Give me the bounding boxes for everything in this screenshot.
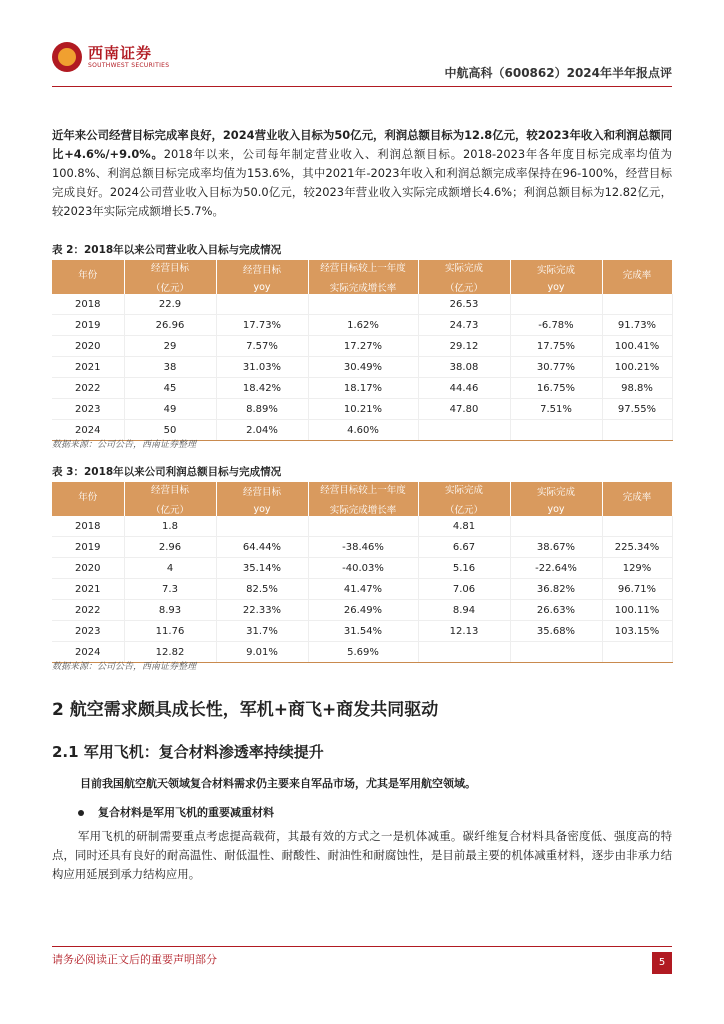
table-header-cell xyxy=(308,482,418,516)
table-cell xyxy=(510,642,602,663)
table-cell xyxy=(602,420,672,441)
table-cell: 47.80 xyxy=(418,399,510,420)
page-header xyxy=(52,36,672,86)
table-cell xyxy=(216,294,308,315)
table2 xyxy=(52,260,673,441)
table-cell: -6.78% xyxy=(510,315,602,336)
table-cell: 26.96 xyxy=(124,315,216,336)
table-cell: 30.49% xyxy=(308,357,418,378)
table-cell: 24.73 xyxy=(418,315,510,336)
table-cell: 4.81 xyxy=(418,516,510,537)
body-paragraph: 军用飞机的研制需要重点考虑提高载荷，其最有效的方式之一是机体减重。碳纤维复合材料具备密度低、强度高的特点，同时还具有良好的耐高温性、耐低温性、耐酸性、耐油性和耐腐蚀性，是目前最主要的机体减重材料，逐步由非承力结构应用延展到承力结构应用。 xyxy=(52,829,672,881)
footer-divider xyxy=(52,946,672,947)
header-line-1: 实际完成 xyxy=(444,485,483,496)
table-row xyxy=(52,600,672,621)
table-cell: 5.69% xyxy=(308,642,418,663)
table-cell: 2020 xyxy=(52,336,124,357)
table-cell: 7.51% xyxy=(510,399,602,420)
header-line-2: yoy xyxy=(253,281,271,293)
table-row xyxy=(52,516,672,537)
table-cell: 97.55% xyxy=(602,399,672,420)
table-cell: 18.42% xyxy=(216,378,308,399)
table-cell xyxy=(510,516,602,537)
header-line-2: yoy xyxy=(547,281,565,293)
header-line-2: （亿元） xyxy=(150,505,189,516)
header-line-2: （亿元） xyxy=(444,505,483,516)
report-title: 中航高科（600862）2024年半年报点评 xyxy=(444,66,672,80)
header-line-2: （亿元） xyxy=(444,283,483,294)
table-cell: 4 xyxy=(124,558,216,579)
table-cell xyxy=(510,294,602,315)
section-2-heading: 2 航空需求颇具成长性，军机+商飞+商发共同驱动 xyxy=(52,700,439,720)
table-cell: 12.13 xyxy=(418,621,510,642)
table-cell: 2018 xyxy=(52,516,124,537)
bullet-dot-icon xyxy=(78,810,84,816)
table-cell: 2024 xyxy=(52,642,124,663)
table-cell: 29.12 xyxy=(418,336,510,357)
table-header-cell xyxy=(124,482,216,516)
table-cell xyxy=(308,294,418,315)
table-cell: 2.96 xyxy=(124,537,216,558)
table-header-cell xyxy=(308,260,418,294)
table-cell: 2019 xyxy=(52,315,124,336)
table-cell: 12.82 xyxy=(124,642,216,663)
header-line-1: 经营目标 xyxy=(150,485,189,496)
intro-bold-text: 近年来公司经营目标完成率良好，2024营业收入目标为50亿元，利润总额目标为12.8亿元，较2023年收入和利润总额同比+4.6%/+9.0%。 xyxy=(52,128,672,161)
table-cell: 2020 xyxy=(52,558,124,579)
table-cell: 41.47% xyxy=(308,579,418,600)
header-divider xyxy=(52,86,672,87)
page-number: 5 xyxy=(652,952,672,974)
table-cell: 38 xyxy=(124,357,216,378)
table-cell: 22.9 xyxy=(124,294,216,315)
logo-subtext: SOUTHWEST SECURITIES xyxy=(88,62,170,69)
table-row xyxy=(52,558,672,579)
table-cell: 26.63% xyxy=(510,600,602,621)
table-cell: 64.44% xyxy=(216,537,308,558)
table-cell: 38.67% xyxy=(510,537,602,558)
section-lead-text: 目前我国航空航天领域复合材料需求仍主要来自军品市场，尤其是军用航空领域。 xyxy=(80,777,476,790)
table-cell: 16.75% xyxy=(510,378,602,399)
table-cell: 6.67 xyxy=(418,537,510,558)
table-header-cell xyxy=(602,482,672,516)
table-cell: 17.75% xyxy=(510,336,602,357)
header-line-1: 完成率 xyxy=(622,270,652,281)
table-cell: 45 xyxy=(124,378,216,399)
table-cell: 18.17% xyxy=(308,378,418,399)
table-cell: 38.08 xyxy=(418,357,510,378)
table-header-cell xyxy=(602,260,672,294)
table-row xyxy=(52,399,672,420)
table-cell xyxy=(308,516,418,537)
table-header-cell xyxy=(52,260,124,294)
table-cell xyxy=(418,642,510,663)
table-cell: 1.62% xyxy=(308,315,418,336)
table-cell: 100.41% xyxy=(602,336,672,357)
logo-icon xyxy=(52,42,82,72)
table-row xyxy=(52,315,672,336)
table-cell: 26.49% xyxy=(308,600,418,621)
table-cell: 2019 xyxy=(52,537,124,558)
table-cell: 31.03% xyxy=(216,357,308,378)
bullet-text: 复合材料是军用飞机的重要减重材料 xyxy=(98,806,274,819)
table-row xyxy=(52,537,672,558)
table-cell: 8.94 xyxy=(418,600,510,621)
table-cell: 8.93 xyxy=(124,600,216,621)
intro-paragraph xyxy=(52,126,672,221)
table-row xyxy=(52,378,672,399)
table-header-cell xyxy=(124,260,216,294)
table-row xyxy=(52,357,672,378)
logo-text: 西南证券 xyxy=(88,44,153,62)
table-cell: 2023 xyxy=(52,399,124,420)
table-cell: 2022 xyxy=(52,600,124,621)
header-line-2: 实际完成增长率 xyxy=(329,283,397,294)
header-line-1: 年份 xyxy=(78,492,98,503)
table-cell: 35.68% xyxy=(510,621,602,642)
header-line-1: 实际完成 xyxy=(536,486,575,498)
table-cell: 30.77% xyxy=(510,357,602,378)
table-cell: 7.57% xyxy=(216,336,308,357)
table-cell: 100.11% xyxy=(602,600,672,621)
header-line-1: 经营目标较上一年度 xyxy=(320,263,406,274)
table-cell: 129% xyxy=(602,558,672,579)
header-line-2: yoy xyxy=(547,503,565,515)
table-cell: 29 xyxy=(124,336,216,357)
table-cell: -22.64% xyxy=(510,558,602,579)
table-cell: 2023 xyxy=(52,621,124,642)
table-cell: 2021 xyxy=(52,357,124,378)
company-logo xyxy=(52,40,192,80)
header-line-1: 完成率 xyxy=(622,492,652,503)
header-line-1: 经营目标 xyxy=(150,263,189,274)
table-cell: 2024 xyxy=(52,420,124,441)
table-cell: 7.3 xyxy=(124,579,216,600)
table-cell xyxy=(602,642,672,663)
table2-caption: 表 2：2018年以来公司营业收入目标与完成情况 xyxy=(52,244,282,256)
table-cell: 44.46 xyxy=(418,378,510,399)
table-cell: 35.14% xyxy=(216,558,308,579)
section-2-1-heading: 2.1 军用飞机：复合材料渗透率持续提升 xyxy=(52,743,324,761)
header-line-2: （亿元） xyxy=(150,283,189,294)
table-header-cell xyxy=(216,260,308,294)
table-cell: 31.54% xyxy=(308,621,418,642)
table-header-cell xyxy=(510,260,602,294)
header-line-1: 年份 xyxy=(78,270,98,281)
table-cell: 2021 xyxy=(52,579,124,600)
table-row xyxy=(52,336,672,357)
table-cell: 103.15% xyxy=(602,621,672,642)
header-line-1: 实际完成 xyxy=(444,263,483,274)
table-row xyxy=(52,621,672,642)
table-header-cell xyxy=(510,482,602,516)
table-cell: 31.7% xyxy=(216,621,308,642)
table-cell: 17.73% xyxy=(216,315,308,336)
table3 xyxy=(52,482,673,663)
table-cell: 9.01% xyxy=(216,642,308,663)
bullet-item xyxy=(78,804,274,820)
table3-source: 数据来源：公司公告，西南证券整理 xyxy=(52,662,197,672)
table-cell: 17.27% xyxy=(308,336,418,357)
table-cell: -40.03% xyxy=(308,558,418,579)
table-cell: 82.5% xyxy=(216,579,308,600)
table-cell: 11.76 xyxy=(124,621,216,642)
table-cell: 98.8% xyxy=(602,378,672,399)
table3-caption: 表 3：2018年以来公司利润总额目标与完成情况 xyxy=(52,466,282,478)
table-cell: 8.89% xyxy=(216,399,308,420)
table-header-cell xyxy=(52,482,124,516)
header-line-1: 经营目标 xyxy=(242,264,281,276)
table-cell: 36.82% xyxy=(510,579,602,600)
header-line-1: 经营目标 xyxy=(242,486,281,498)
table-cell: 22.33% xyxy=(216,600,308,621)
table2-source: 数据来源：公司公告，西南证券整理 xyxy=(52,440,197,450)
table-cell: 5.16 xyxy=(418,558,510,579)
table-cell xyxy=(418,420,510,441)
table-cell: 2022 xyxy=(52,378,124,399)
table-cell xyxy=(602,294,672,315)
table-cell: 100.21% xyxy=(602,357,672,378)
table-cell xyxy=(216,516,308,537)
table-cell: 1.8 xyxy=(124,516,216,537)
table-header-cell xyxy=(216,482,308,516)
header-line-1: 经营目标较上一年度 xyxy=(320,485,406,496)
table-cell: 225.34% xyxy=(602,537,672,558)
table-cell xyxy=(602,516,672,537)
table-header-cell xyxy=(418,482,510,516)
table-header-cell xyxy=(418,260,510,294)
table-cell: 96.71% xyxy=(602,579,672,600)
table-cell: 4.60% xyxy=(308,420,418,441)
table-cell: 49 xyxy=(124,399,216,420)
table-cell xyxy=(510,420,602,441)
table-cell: 10.21% xyxy=(308,399,418,420)
table-cell: -38.46% xyxy=(308,537,418,558)
table-cell: 2018 xyxy=(52,294,124,315)
header-line-1: 实际完成 xyxy=(536,264,575,276)
header-line-2: 实际完成增长率 xyxy=(329,505,397,516)
header-line-2: yoy xyxy=(253,503,271,515)
table-cell: 7.06 xyxy=(418,579,510,600)
footer-disclaimer: 请务必阅读正文后的重要声明部分 xyxy=(52,953,217,966)
intro-body-text: 2018年以来，公司每年制定营业收入、利润总额目标。2018-2023年各年度目标完成率均值为100.8%、利润总额目标完成率均值为153.6%，其中2021年-2023年收入和利润总额完成率保持在96-100%，经营目标完成良好。2024公司营业收入目标为50.0亿元，较2023年营业收入实际完成额增长4.6%；利润总额目标为12.82亿元，较2023年实际完成额增长5.7%。 xyxy=(52,147,673,218)
table-cell: 91.73% xyxy=(602,315,672,336)
table-cell: 2.04% xyxy=(216,420,308,441)
table-row xyxy=(52,579,672,600)
table-cell: 26.53 xyxy=(418,294,510,315)
table-row xyxy=(52,294,672,315)
table-cell: 50 xyxy=(124,420,216,441)
